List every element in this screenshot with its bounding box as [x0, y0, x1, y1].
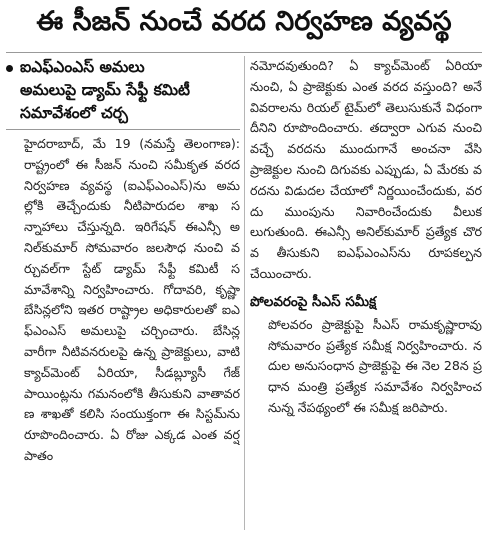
article-body-left	[6, 134, 240, 467]
headline: ఈ సీజన్ నుంచే వరద నిర్వహణ వ్యవస్థ	[36, 6, 452, 37]
subhead-line: అమలుపై డ్యామ్ సేఫ్టీ కమిటీ	[20, 81, 191, 99]
column-divider	[244, 56, 245, 530]
article-body-right: నమోదవుతుంది? ఏ క్యాచ్‌మెంట్ ఏరియా నుంచి, ఏ ప్రాజెక్టుకు ఎంత వరద వస్తుంది? అనే వివరాలను రియల్ టైమ్‌లో తెలుసుకునే విధంగా దీనిని రూపొందించారు. తద్వారా ఎగువ నుంచి వచ్చే వరదను ముందుగానే అంచనా వేసి ప్రాజెక్టుల నుంచి దిగువకు ఎప్పుడు, ఏ మేరకు వరదను విడుదల చేయాలో నిర్ణయించేందుకు, వరదు ముంపును నివారించేందుకు వీలుకలుగుతుంది. ఈఎన్సీ అనిల్‌కుమార్ ప్రత్యేక చొరవ తీసుకుని ఐఎఫ్ఎంఎస్‌ను రూపకల్పన చేయించారు.	[250, 58, 482, 281]
right-column	[250, 56, 482, 530]
subhead-line: సమావేశంలో చర్చ	[20, 104, 128, 122]
body-text-left: రాష్ట్రంలో ఈ సీజన్ నుంచి సమీకృత వరద నిర్వహణ వ్యవస్థ (ఐఎఫ్ఎంఎస్)ను అమల్లోకి తెచ్చేందుకు నీటిపారుదల శాఖ సన్నాహాలు చేస్తున్నది. ఇరిగేషన్ ఈఎన్సీ అనిల్‌కుమార్ సోమవారం జలసౌధ నుంచి వర్చువల్‌గా స్టేట్ డ్యామ్ సేఫ్టీ కమిటీ సమావేశాన్ని నిర్వహించారు. గోదావరి, కృష్ణా బేసిన్లలోని ఇతర రాష్ట్రాల అధికారులతో ఐఎఫ్ఎంఎస్ అమలుపై చర్చించారు. బేసిన్ల వారీగా నీటివనరులపై ఉన్న ప్రాజెక్టులు, వాటి క్యాచ్‌మెంట్ ఏరియా, సీడబ్ల్యూసీ గేజ్ పాయింట్లను గమనంలోకి తీసుకుని వాతావరణ శాఖతో కలిసి సంయుక్తంగా ఈ సిస్టమ్‌ను రూపొందించారు. ఏ రోజు ఎక్కడ ఎంత వర్షపాతం	[24, 156, 240, 463]
subhead-line: ఐఎఫ్ఎంఎస్ అమలు	[20, 58, 145, 76]
bullet-icon	[6, 65, 13, 72]
subhead-rule	[6, 129, 240, 130]
subheadline	[6, 56, 240, 125]
headline-rule	[6, 52, 482, 53]
section-body: పోలవరం ప్రాజెక్టుపై సీఎస్ రామకృష్ణారావు సోమవారం ప్రత్యేక సమీక్ష నిర్వహించారు. నదుల అనుసంధాన ప్రాజెక్టుపై ఈ నెల 28న ప్రధాన మంత్రి ప్రత్యేక సమావేశం నిర్వహించనున్న నేపథ్యంలో ఈ సమీక్ష జరిపారు.	[268, 316, 482, 415]
dateline: హైదరాబాద్, మే 19 (నమస్తే తెలంగాణ):	[24, 136, 240, 151]
section-heading: పోలవరంపై సీఎస్ సమీక్ష	[250, 293, 377, 310]
left-column	[6, 56, 240, 530]
